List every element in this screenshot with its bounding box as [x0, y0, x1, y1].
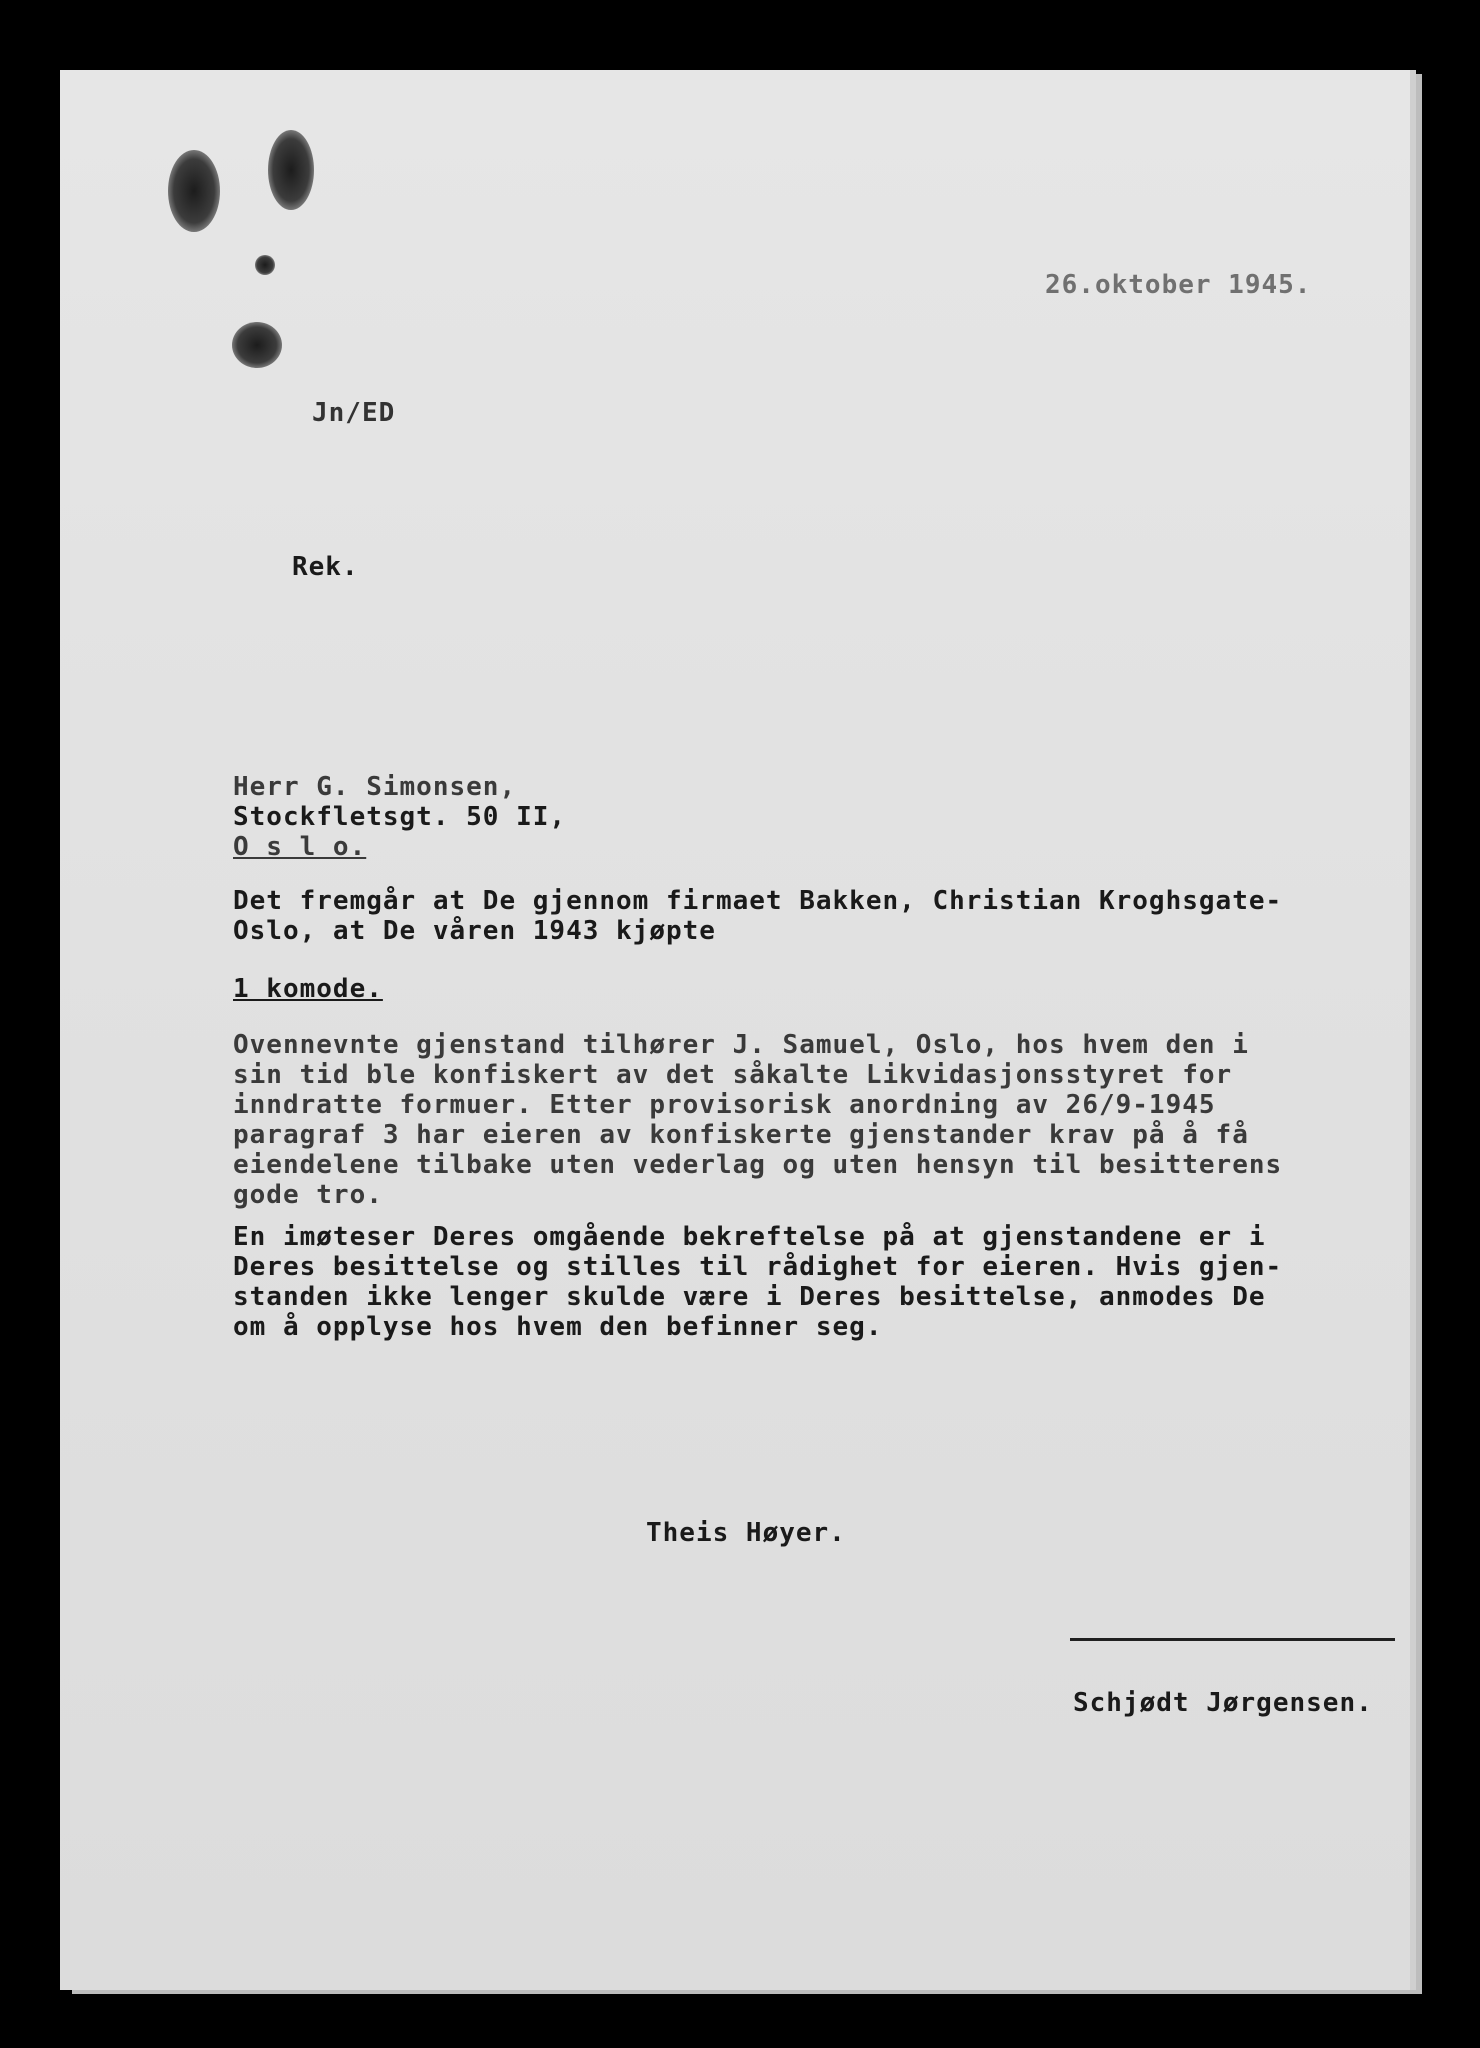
- signature-line: [1070, 1638, 1395, 1641]
- recipient-name: Herr G. Simonsen,: [233, 772, 517, 802]
- punch-hole-mark: [255, 255, 275, 275]
- item-listed: 1 komode.: [233, 974, 383, 1004]
- recipient-city: O s l o.: [233, 832, 367, 862]
- letter-date: 26.oktober 1945.: [1045, 270, 1312, 300]
- paragraph-request: En imøteser Deres omgående bekreftelse på at gjenstandene er i Deres besittelse og stilles til rådighet for eieren. Hvis gjen- standen ikke lenger skulde være i Deres besittelse, anmodes De om å opplyse hos hvem den befinner seg.: [233, 1222, 1283, 1342]
- reference-code: Jn/ED: [312, 398, 396, 428]
- punch-hole-mark: [168, 150, 220, 232]
- signatory-name: Schjødt Jørgensen.: [1073, 1688, 1373, 1718]
- punch-hole-mark: [268, 130, 314, 210]
- punch-hole-mark: [232, 322, 282, 368]
- registered-mark: Rek.: [292, 552, 359, 582]
- paragraph-confiscation: Ovennevnte gjenstand tilhører J. Samuel, Oslo, hos hvem den i sin tid ble konfiskert av det såkalte Likvidasjonsstyret for inndratte formuer. Etter provisorisk anordning av 26/9-1945 paragraf 3 har eieren av konfiskerte gjenstander krav på å få eiendelene tilbake uten vederlag og uten hensyn til besitterens gode tro.: [233, 1030, 1283, 1210]
- recipient-street: Stockfletsgt. 50 II,: [233, 802, 567, 832]
- paragraph-purchase: Det fremgår at De gjennom firmaet Bakken, Christian Kroghsgate- Oslo, at De våren 1943 kjøpte: [233, 886, 1283, 946]
- sender-name: Theis Høyer.: [646, 1518, 846, 1548]
